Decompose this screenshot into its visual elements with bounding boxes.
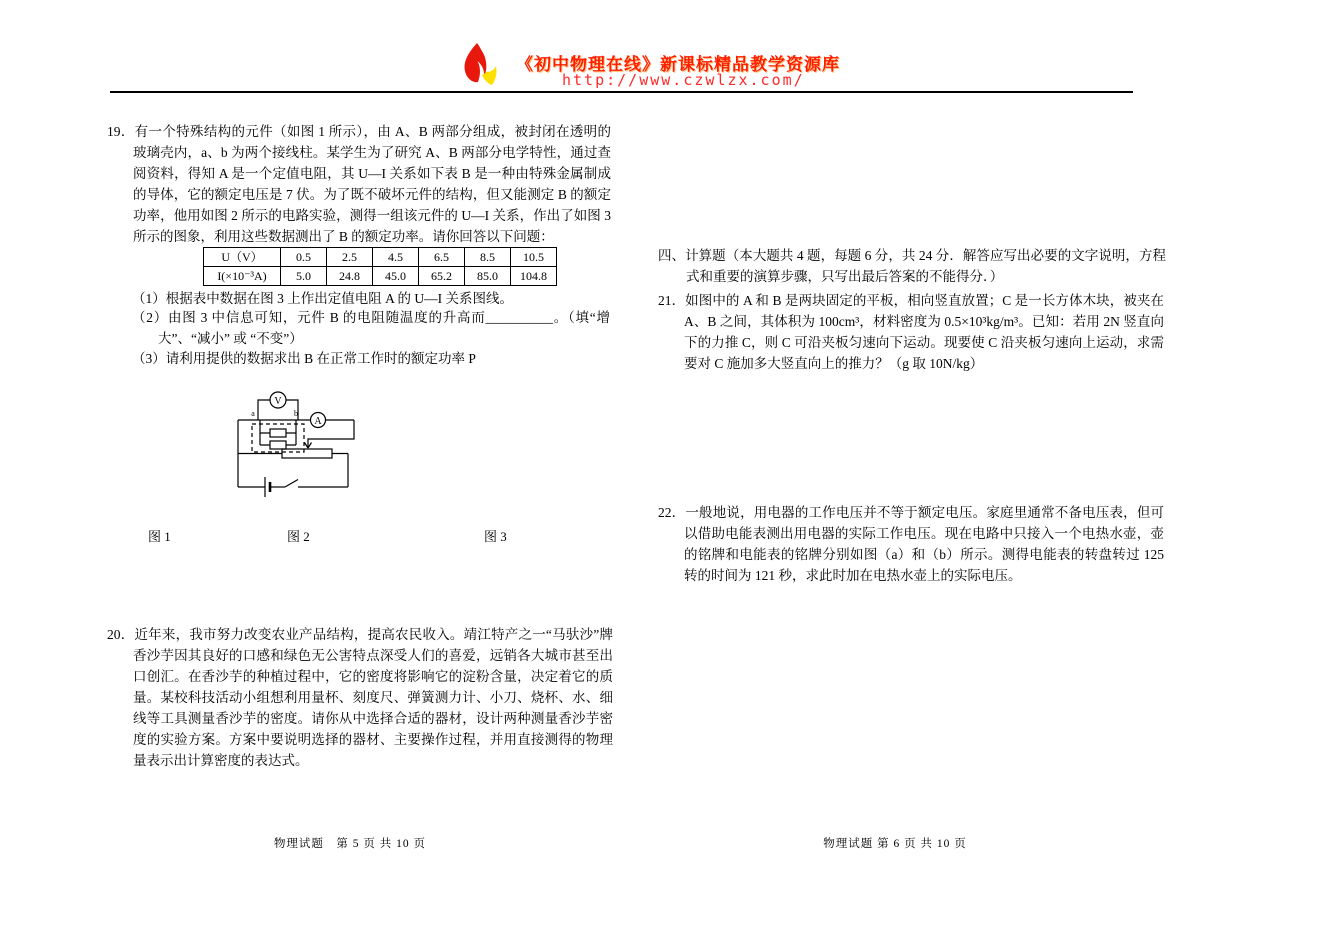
table-cell: 8.5 bbox=[465, 248, 511, 267]
table-cell: 104.8 bbox=[511, 267, 557, 286]
table-cell: 6.5 bbox=[419, 248, 465, 267]
terminal-b-label: b bbox=[294, 409, 298, 418]
question-20-text: 近年来，我市努力改变农业产品结构，提高农民收入。靖江特产之一“马驮沙”牌香沙芋因其良好的口感和绿色无公害特点深受人们的喜爱，远销各大城市甚至出口创汇。在香沙芋的种植过程中，它的密度将影响它的淀粉含量，决定着它的质量。某校科技活动小组想利用量杯、刻度尺、弹簧测力计、小刀、烧杯、水、细线等工具测量香沙芋的密度。请你从中选择合适的器材，设计两种测量香沙芋密度的实验方案。方案中要说明选择的器材、主要操作过程，并用直接测得的物理量表示出计算密度的表达式。 bbox=[133, 627, 614, 768]
table-cell: 45.0 bbox=[373, 267, 419, 286]
table-cell: 65.2 bbox=[419, 267, 465, 286]
voltmeter-label: V bbox=[274, 396, 282, 407]
rheostat bbox=[282, 449, 332, 458]
question-22 bbox=[658, 502, 1164, 586]
resistor-a bbox=[270, 429, 286, 437]
table-cell: I(×10⁻³A) bbox=[204, 267, 281, 286]
question-20 bbox=[107, 624, 613, 771]
question-19-text: 有一个特殊结构的元件（如图 1 所示），由 A、B 两部分组成，被封闭在透明的玻璃壳内，a、b 为两个接线柱。某学生为了研究 A、B 两部分电学特性，通过查阅资料，得知 A 是一个定值电阻，其 U—I 关系如下表 B 是一种由特殊金属制成的导体，它的额定电压是 7 伏。为了既不破坏元件的结构，但又能测定 B 的额定功率，他用如图 2 所示的电路实验，测得一组该元件的 U—I 关系，作出了如图 3 所示的图象，利用这些数据测出了 B 的额定功率。请你回答以下问题： bbox=[133, 124, 611, 244]
header-divider bbox=[110, 91, 1133, 93]
table-row-current bbox=[204, 267, 557, 286]
sub2-number: （2） bbox=[132, 310, 169, 325]
question-19-sub1 bbox=[132, 288, 610, 309]
section4-number: 四、 bbox=[658, 248, 686, 263]
sub1-number: （1） bbox=[132, 291, 166, 306]
flame-logo-icon bbox=[453, 40, 505, 90]
section4-header bbox=[658, 245, 1166, 287]
figure2-label: 图 2 bbox=[287, 529, 310, 544]
table-cell: 0.5 bbox=[281, 248, 327, 267]
question-20-number: 20． bbox=[107, 627, 135, 642]
page6-footer: 物理试题 第 6 页 共 10 页 bbox=[823, 838, 967, 850]
sub1-text: 根据表中数据在图 3 上作出定值电阻 A 的 U—I 关系图线。 bbox=[165, 291, 513, 306]
switch-icon bbox=[285, 480, 298, 488]
question-22-text: 一般地说，用电器的工作电压并不等于额定电压。家庭里通常不备电压表，但可以借助电能表测出用电器的实际工作电压。现在电路中只接入一个电热水壶，壶的铭牌和电能表的铭牌分别如图（a）和（b）所示。测得电能表的转盘转过 125 转的时间为 121 秒，求此时加在电热水壶上的实际电压。 bbox=[684, 505, 1165, 583]
table-cell: 4.5 bbox=[373, 248, 419, 267]
figure1-label: 图 1 bbox=[148, 529, 171, 544]
figure3-label: 图 3 bbox=[484, 529, 507, 544]
sub2-text: 由图 3 中信息可知，元件 B 的电阻随温度的升高而__________。（填“增大”、“减小” 或 “不变”） bbox=[158, 310, 611, 346]
sub3-text: 请利用提供的数据求出 B 在正常工作时的额定功率 P bbox=[165, 351, 476, 366]
question-19-sub2 bbox=[132, 307, 610, 349]
section4-text: 计算题（本大题共 4 题，每题 6 分，共 24 分．解答应写出必要的文字说明，方程式和重要的演算步骤，只写出最后答案的不能得分．） bbox=[685, 248, 1167, 284]
question-19 bbox=[107, 121, 611, 247]
terminal-a-label: a bbox=[251, 409, 255, 418]
question-22-number: 22． bbox=[658, 505, 686, 520]
question-19-number: 19． bbox=[107, 124, 135, 139]
table-cell: 24.8 bbox=[327, 267, 373, 286]
table-cell: U（V） bbox=[204, 248, 281, 267]
question-21-text: 如图中的 A 和 B 是两块固定的平板，相向竖直放置；C 是一长方体木块，被夹在 A、B 之间，其体积为 100cm³，材料密度为 0.5×10³kg/m³。已知：若用 2N 竖直向下的力推 C，则 C 可沿夹板匀速向下运动。现要使 C 沿夹板匀速向上运动，求需要对 C 施加多大竖直向上的推力？（g 取 10N/kg） bbox=[684, 293, 1165, 371]
site-url-link[interactable]: http://www.czwlzx.com/ bbox=[562, 71, 805, 89]
table-cell: 10.5 bbox=[511, 248, 557, 267]
site-title: 《初中物理在线》新课标精品教学资源库 bbox=[516, 55, 840, 74]
page5-footer: 物理试题 第 5 页 共 10 页 bbox=[273, 838, 427, 850]
sub3-number: （3） bbox=[132, 351, 166, 366]
resistor-b bbox=[270, 441, 286, 449]
question-19-sub3 bbox=[132, 348, 610, 369]
question-21 bbox=[658, 290, 1164, 374]
ui-data-table bbox=[203, 247, 557, 286]
table-cell: 85.0 bbox=[465, 267, 511, 286]
table-cell: 2.5 bbox=[327, 248, 373, 267]
table-row-voltage bbox=[204, 248, 557, 267]
ammeter-label: A bbox=[314, 416, 322, 427]
table-cell: 5.0 bbox=[281, 267, 327, 286]
question-21-number: 21． bbox=[658, 293, 686, 308]
circuit-diagram-figure2 bbox=[236, 387, 362, 507]
voltmeter-wire-left bbox=[258, 400, 270, 420]
